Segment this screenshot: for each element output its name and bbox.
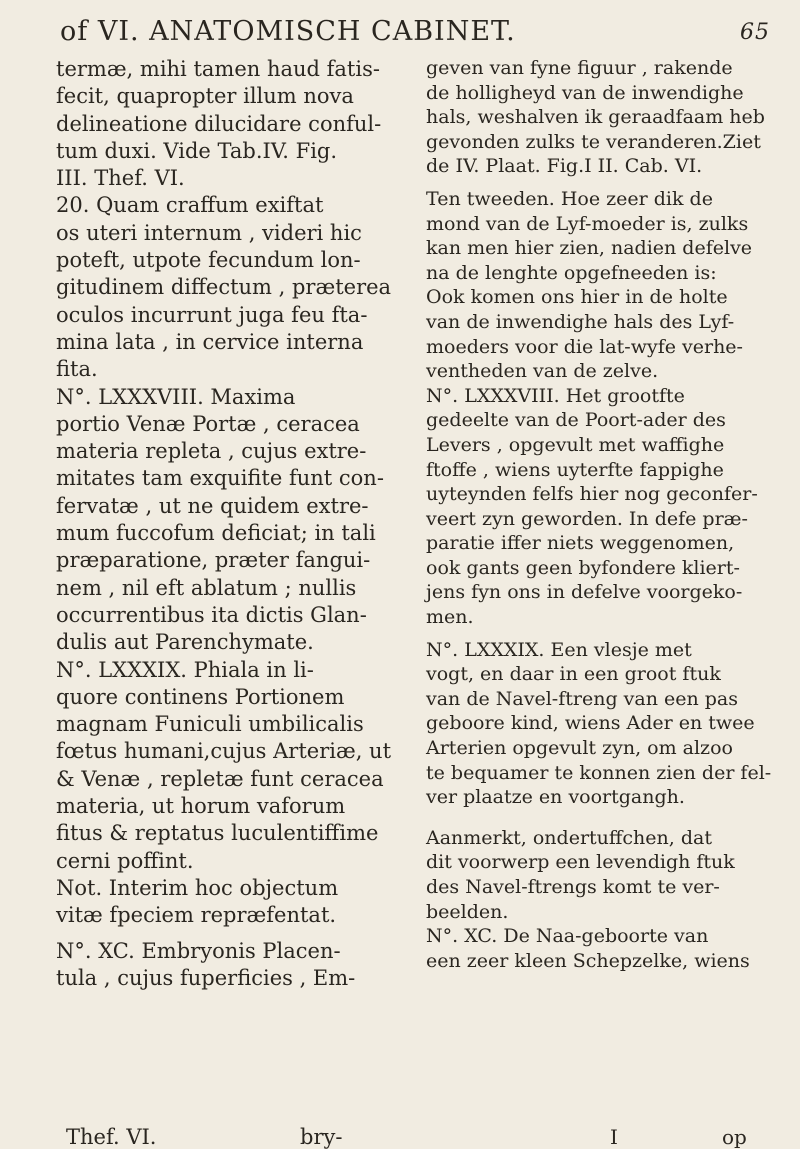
dutch-text-line: Aanmerkt, ondertuffchen, dat [426, 826, 712, 849]
dutch-text-line: beelden. [426, 900, 509, 923]
latin-text-line: N°. LXXXVIII. Maxima [56, 384, 296, 409]
running-title: of VI. ANATOMISCH CABINET. [60, 16, 516, 47]
latin-text-line: fervatæ , ut ne quidem extre- [56, 493, 369, 518]
latin-text-line: 20. Quam craffum exiftat [56, 193, 324, 218]
latin-text-line: oculos incurrunt juga feu fta- [56, 302, 368, 327]
left-catchword: bry- [300, 1125, 343, 1149]
latin-text-line: fœtus humani,cujus Arteriæ, ut [56, 739, 392, 764]
latin-text-line: cerni poffint. [56, 848, 194, 873]
dutch-text-line: N°. LXXXIX. Een vlesje met [426, 638, 692, 661]
dutch-text-line: Arterien opgevult zyn, om alzoo [426, 737, 733, 760]
latin-text-line: mina lata , in cervice interna [56, 329, 364, 354]
latin-text-line: quore continens Portionem [56, 684, 345, 709]
latin-text-line: & Venæ , repletæ funt ceracea [56, 766, 384, 791]
right-catchword: op [722, 1125, 747, 1149]
page-header [60, 6, 770, 56]
dutch-text-line: hals, weshalven ik geraadfaam heb [426, 106, 765, 129]
dutch-text-line: van de Navel-ftreng van een pas [426, 687, 738, 710]
latin-text-line: materia repleta , cujus extre- [56, 439, 367, 464]
dutch-text-line: ventheden van de zelve. [426, 360, 659, 383]
latin-text-line: fita. [56, 357, 98, 382]
paragraph-gap [426, 630, 776, 638]
paragraph-gap [426, 818, 776, 826]
left-signature-mark: Thef. VI. [66, 1125, 157, 1149]
dutch-text-line: van de inwendighe hals des Lyf- [426, 310, 735, 333]
latin-text-line: occurrentibus ita dictis Glan- [56, 602, 367, 627]
paragraph-gap [426, 179, 776, 187]
dutch-text-line: des Navel-ftrengs komt te ver- [426, 876, 720, 898]
dutch-text-line: N°. LXXXVIII. Het grootfte [426, 384, 685, 407]
latin-text-line: III. Thef. VI. [56, 166, 185, 191]
dutch-text-line: gedeelte van de Poort-ader des [426, 409, 726, 432]
dutch-text-line: dit voorwerp een levendigh ftuk [426, 851, 735, 874]
paragraph-gap [56, 930, 384, 938]
latin-text-line: dulis aut Parenchymate. [56, 630, 314, 655]
dutch-text-line: de IV. Plaat. Fig.I II. Cab. VI. [426, 155, 703, 178]
latin-text-line: mitates tam exquifite funt con- [56, 466, 384, 491]
latin-text-line: tum duxi. Vide Tab.IV. Fig. [56, 138, 338, 163]
dutch-text-line: ver plaatze en voortgangh. [426, 786, 685, 809]
latin-text-line: fecit, quapropter illum nova [56, 84, 354, 109]
latin-text-line: N°. XC. Embryonis Placen- [56, 938, 341, 963]
dutch-text-line: ftoffe , wiens uyterfte fappighe [426, 458, 724, 481]
latin-text-line: poteft, utpote fecundum lon- [56, 248, 361, 273]
latin-text-line: gitudinem diffectum , præterea [56, 275, 392, 300]
dutch-text-line: de holligheyd van de inwendighe [426, 81, 744, 104]
dutch-text-line: geven van fyne figuur , rakende [426, 57, 733, 79]
latin-text-line: os uteri internum , videri hic [56, 220, 362, 245]
latin-text-line: magnam Funiculi umbilicalis [56, 712, 364, 737]
dutch-text-line: vogt, en daar in een groot ftuk [426, 663, 721, 686]
dutch-text-line: men. [426, 606, 474, 629]
latin-text-line: mum fuccofum deficiat; in tali [56, 521, 376, 546]
dutch-text-line: een zeer kleen Schepzelke, wiens [426, 949, 750, 972]
latin-text-line: N°. LXXXIX. Phiala in li- [56, 657, 314, 682]
page-number: 65 [740, 20, 770, 45]
latin-text-line: vitæ fpeciem repræfentat. [56, 903, 337, 928]
latin-text-line: Not. Interim hoc objectum [56, 875, 339, 900]
latin-text-line: nem , nil eft ablatum ; nullis [56, 575, 357, 600]
latin-text-line: præparatione, præter fangui- [56, 548, 371, 573]
dutch-text-line: ook gants geen byfondere kliert- [426, 556, 740, 579]
latin-text-line: fitus & reptatus luculentiffime [56, 821, 379, 846]
dutch-text-line: paratie iffer niets weggenomen, [426, 532, 735, 555]
dutch-text-line: geboore kind, wiens Ader en twee [426, 712, 755, 735]
dutch-text-line: uyteynden felfs hier nog geconfer- [426, 483, 758, 506]
dutch-text-line: moeders voor die lat-wyfe verhe- [426, 335, 743, 358]
latin-text-line: tula , cujus fuperficies , Em- [56, 965, 356, 990]
dutch-text-line: veert zyn geworden. In defe præ- [426, 507, 748, 530]
dutch-text-line: mond van de Lyf-moeder is, zulks [426, 212, 749, 235]
dutch-text-line: kan men hier zien, nadien defelve [426, 237, 753, 260]
dutch-text-line: jens fyn ons in defelve voorgeko- [426, 581, 743, 604]
latin-column [56, 56, 392, 992]
latin-text-line: materia, ut horum vaforum [56, 794, 346, 819]
latin-text-line: termæ, mihi tamen haud fatis- [56, 57, 380, 81]
latin-text-line: delineatione dilucidare conful- [56, 111, 382, 136]
dutch-text-line: Levers , opgevult met waffighe [426, 433, 725, 456]
dutch-text-line: Ook komen ons hier in de holte [426, 286, 728, 309]
latin-text-line: portio Venæ Portæ , ceracea [56, 411, 360, 436]
dutch-text-line: na de lenghte opgefneeden is: [426, 261, 717, 284]
dutch-text-line: Ten tweeden. Hoe zeer dik de [426, 187, 713, 210]
dutch-text-line: gevonden zulks te veranderen.Ziet [426, 130, 761, 153]
dutch-column [426, 56, 776, 973]
right-signature-mark: I [610, 1125, 618, 1149]
paragraph-gap [426, 810, 776, 818]
dutch-text-line: te bequamer te konnen zien der fel- [426, 761, 772, 784]
dutch-text-line: N°. XC. De Naa-geboorte van [426, 925, 709, 948]
